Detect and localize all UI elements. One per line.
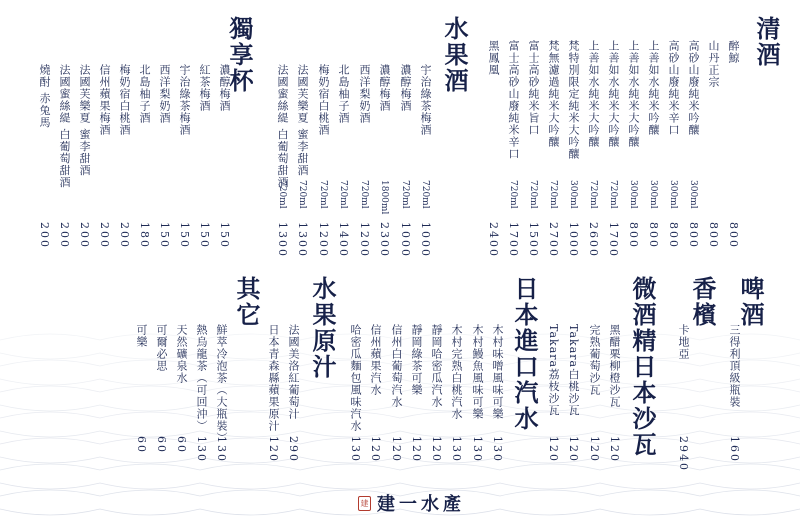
menu-item (546, 0, 560, 530)
item-price: 120 (410, 436, 423, 463)
item-name: 卡地亞 (677, 324, 690, 360)
item-volume: 300ml (688, 180, 698, 209)
item-name: 可爾必思 (155, 324, 168, 372)
menu-item (389, 0, 403, 530)
section-title: 香檳 (688, 276, 717, 328)
item-price: 1400 (337, 222, 350, 258)
item-price: 800 (687, 222, 700, 249)
item-name: 梅奶宿白桃酒 (317, 64, 330, 136)
item-price: 120 (430, 436, 443, 463)
section-title: 水果酒 (440, 16, 469, 94)
item-price: 800 (727, 222, 740, 249)
item-name: 梵特別限定純米大吟釀 (567, 40, 580, 160)
section-title: 獨享杯 (225, 16, 254, 94)
item-name: 宇治綠茶梅酒 (419, 64, 432, 136)
section-title: 微酒精日本沙瓦 (628, 276, 657, 458)
item-name: 高砂山廢純米吟釀 (687, 40, 700, 136)
item-price: 130 (215, 436, 228, 463)
item-name: 信州蘋果梅酒 (98, 64, 111, 136)
menu-item (607, 0, 621, 530)
item-name: 天然礦泉水 (175, 324, 188, 384)
item-price: 1200 (358, 222, 371, 258)
item-price: 120 (588, 436, 601, 463)
item-name: 靜岡綠茶可樂 (410, 324, 423, 396)
item-name: 信州蘋果汽水 (369, 324, 382, 396)
item-name: 濃醇梅酒 (378, 64, 391, 112)
item-name: 信州白葡萄汽水 (390, 324, 403, 408)
item-price: 290 (287, 436, 300, 463)
item-price: 200 (78, 222, 91, 249)
item-price: 120 (390, 436, 403, 463)
item-price: 200 (38, 222, 51, 249)
item-volume: 720ml (548, 180, 558, 209)
item-price: 1700 (607, 222, 620, 258)
menu-item (57, 0, 71, 530)
item-price: 130 (195, 436, 208, 463)
item-price: 2940 (677, 436, 690, 472)
item-price: 120 (267, 436, 280, 463)
menu-item (587, 0, 601, 530)
item-volume: 720ml (528, 180, 538, 209)
menu-item (727, 0, 741, 530)
item-volume: 720ml (338, 180, 348, 209)
item-price: 2300 (378, 222, 391, 258)
item-name: 法國美洛紅葡萄汁 (287, 324, 300, 420)
section-title: 日本進口汽水 (510, 276, 539, 432)
item-price: 120 (369, 436, 382, 463)
menu-item (194, 0, 208, 530)
item-price: 1000 (419, 222, 432, 258)
item-price: 1700 (507, 222, 520, 258)
item-name: 可樂 (135, 324, 148, 348)
item-name: 北島柚子酒 (138, 64, 151, 124)
menu-item (37, 0, 51, 530)
item-name: 上善如水純米大吟釀 (607, 40, 620, 148)
item-name: 黑醋栗柳橙沙瓦 (608, 324, 621, 408)
item-name: 富士高砂山廢純米辛口 (507, 40, 520, 160)
menu-item (154, 0, 168, 530)
item-price: 800 (667, 222, 680, 249)
item-price: 2600 (587, 222, 600, 258)
item-volume: 720ml (297, 180, 307, 209)
menu-item (566, 0, 580, 530)
item-name: 上善如水純米大吟釀 (627, 40, 640, 148)
item-name: 西洋梨奶酒 (358, 64, 371, 124)
menu-item (316, 0, 330, 530)
item-name: 富士高砂純米旨口 (527, 40, 540, 136)
item-price: 60 (155, 436, 168, 454)
item-name: 靜岡哈密瓜汽水 (430, 324, 443, 408)
menu-item (449, 0, 463, 530)
item-price: 150 (158, 222, 171, 249)
item-volume: 720ml (400, 180, 410, 209)
item-name: 上善如水純米吟釀 (647, 40, 660, 136)
item-name: 濃醇梅酒 (218, 64, 231, 112)
item-price: 60 (175, 436, 188, 454)
brand-name: 建一水產 (377, 494, 465, 515)
menu-item (266, 0, 280, 530)
item-name: 木村完熟白桃汽水 (450, 324, 463, 420)
item-volume: 720ml (277, 180, 287, 209)
item-name: 燒酎 赤兔馬 (38, 64, 51, 129)
menu-item (526, 0, 540, 530)
menu-item (348, 0, 362, 530)
item-volume: 300ml (668, 180, 678, 209)
item-name: 法國蜜絲緹 白葡萄甜酒 (276, 64, 289, 189)
brand-seal-logo: 建 (358, 496, 371, 511)
item-volume: 720ml (608, 180, 618, 209)
section-title: 水果原汁 (308, 276, 337, 380)
menu-item (490, 0, 504, 530)
item-name: 上善如水純米大吟釀 (587, 40, 600, 148)
menu-item (429, 0, 443, 530)
item-name: 法國蜜絲緹 白葡萄甜酒 (58, 64, 71, 189)
item-price: 1000 (399, 222, 412, 258)
item-name: 醉鯨 (727, 40, 740, 64)
item-name: 黑鳳凰 (487, 40, 500, 76)
item-name: Takara白桃沙瓦 (567, 324, 580, 417)
item-name: 熱烏龍茶（可回沖） (195, 324, 208, 432)
menu-item (134, 0, 148, 530)
item-price: 130 (450, 436, 463, 463)
item-price: 150 (218, 222, 231, 249)
item-price: 120 (608, 436, 621, 463)
item-name: 完熟葡萄沙瓦 (588, 324, 601, 396)
item-price: 120 (547, 436, 560, 463)
item-price: 120 (567, 436, 580, 463)
item-name: 木村鰻魚風味可樂 (471, 324, 484, 420)
item-name: 高砂山廢純米辛口 (667, 40, 680, 136)
menu-item (174, 0, 188, 530)
item-volume: 300ml (628, 180, 638, 209)
menu-item (506, 0, 520, 530)
item-name: 法國芙樂夏 蜜李甜酒 (296, 64, 309, 177)
item-volume: 720ml (508, 180, 518, 209)
item-price: 1500 (527, 222, 540, 258)
item-volume: 300ml (568, 180, 578, 209)
item-name: 西洋梨奶酒 (158, 64, 171, 124)
menu-item (676, 0, 690, 530)
menu-item (409, 0, 423, 530)
item-volume: 720ml (318, 180, 328, 209)
item-price: 60 (135, 436, 148, 454)
menu-item (470, 0, 484, 530)
section-title: 清酒 (752, 16, 781, 68)
item-name: 紅茶梅酒 (198, 64, 211, 112)
item-price: 130 (471, 436, 484, 463)
menu-item (706, 0, 720, 530)
item-price: 2400 (487, 222, 500, 258)
item-price: 150 (198, 222, 211, 249)
item-price: 1300 (296, 222, 309, 258)
item-name: 木村味噌風味可樂 (491, 324, 504, 420)
item-name: 梵無濾過純米大吟釀 (547, 40, 560, 148)
item-price: 2700 (547, 222, 560, 258)
item-name: 日本青森縣蘋果原汁 (267, 324, 280, 432)
menu-item (286, 0, 300, 530)
section-title: 啤酒 (736, 276, 765, 328)
item-name: 梅奶宿白桃酒 (118, 64, 131, 136)
item-price: 1300 (276, 222, 289, 258)
item-volume: 300ml (648, 180, 658, 209)
item-price: 800 (707, 222, 720, 249)
item-price: 800 (647, 222, 660, 249)
item-price: 130 (491, 436, 504, 463)
item-price: 150 (178, 222, 191, 249)
item-volume: 720ml (420, 180, 430, 209)
section-title: 其它 (232, 276, 261, 328)
menu-item (117, 0, 131, 530)
item-volume: 1800ml (379, 180, 389, 215)
item-price: 200 (58, 222, 71, 249)
item-name: 宇治綠茶梅酒 (178, 64, 191, 136)
item-name: 山丹正宗 (707, 40, 720, 88)
item-price: 1200 (317, 222, 330, 258)
item-name: 北島柚子酒 (337, 64, 350, 124)
item-volume: 720ml (588, 180, 598, 209)
item-price: 200 (118, 222, 131, 249)
item-volume: 720ml (359, 180, 369, 209)
menu-item (214, 0, 228, 530)
item-name: 鮮萃冷泡茶（大瓶裝） (215, 324, 228, 444)
item-price: 200 (98, 222, 111, 249)
item-price: 180 (138, 222, 151, 249)
item-name: 三得利頂級瓶裝 (728, 324, 741, 408)
menu-item (77, 0, 91, 530)
item-name: 濃醇梅酒 (399, 64, 412, 112)
menu-item (368, 0, 382, 530)
item-name: Takara荔枝沙瓦 (547, 324, 560, 417)
item-name: 法國芙樂夏 蜜李甜酒 (78, 64, 91, 177)
item-price: 130 (349, 436, 362, 463)
item-price: 800 (627, 222, 640, 249)
item-price: 1000 (567, 222, 580, 258)
menu-item (97, 0, 111, 530)
item-price: 160 (728, 436, 741, 463)
item-name: 哈密瓜麵包風味汽水 (349, 324, 362, 432)
